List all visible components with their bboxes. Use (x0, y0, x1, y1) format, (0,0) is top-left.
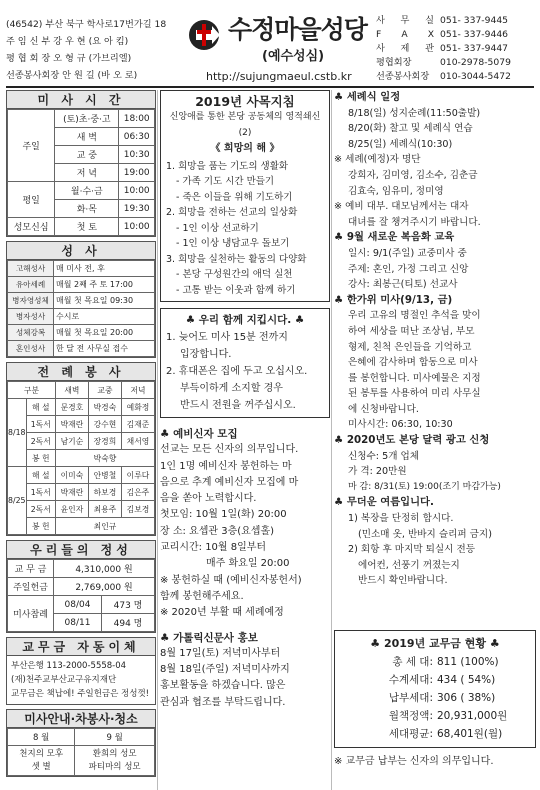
list-item: - 가족 기도 시간 만들기 (176, 176, 275, 187)
contact-row: 평협회장 010-2978-5079 (376, 57, 511, 68)
pastoral-subtitle: 신앙애를 통한 본당 공동체의 영적쇄신(2) (169, 112, 321, 138)
list-item: 1. 희망을 품는 기도의 생활화 (166, 160, 289, 172)
list-item: 부득이하게 소지할 경우 (180, 383, 283, 394)
tithe-note: ※ 교무금 납부는 신자의 의무입니다. (334, 756, 494, 767)
page-subtitle: (예수성심) (262, 49, 325, 64)
contact-row: 선종봉사회장 010-3044-5472 (376, 71, 511, 82)
list-item: - 고통 받는 이웃과 함께 하기 (176, 284, 296, 296)
catechumen-title: ♣ 예비신자 모집 (160, 428, 238, 440)
sacraments-table: 고해성사 매 미사 전, 후 유아세례 매월 2째 주 토 17:00 병자영성체 매월 첫 목요일 09:30 병자성사 수시로 성체강복 매월 첫 목요일 20:00 혼인성사 한 달 전 사무실 접수 (7, 260, 155, 357)
header-divider (6, 86, 534, 88)
page-title: 수정마을성당 (228, 15, 367, 44)
summer-section: ♣ 무더운 여름입니다. 1) 복장을 단정히 합시다. (민소매 옷, 반바지 슬리퍼 금지) 2) 회항 후 마지막 퇴실시 전등 에어컨, 선풍기 꺼졌는지 반드시 확인바랍니다. (334, 496, 492, 587)
catechumen-section: ♣ 예비신자 모집 선교는 모든 신자의 의무입니다. 1인 1명 예비신자 봉헌하는 마 음으로 추계 예비신자 모집에 마 음을 쏟아 노력합시다. 첫모임: 10월 1일(화) 20:00 장 소: 요셉관 3층(요셉홀) 교리시간: 10월 8일부터 매주 화요일 20:00 ※ 봉헌하실 때 (예비신자봉헌서) 함께 봉헌해주세요. ※ 2020년 부활 때 세례예정 (160, 426, 330, 622)
guide-box (6, 709, 156, 777)
address: (46542) 부산 북구 학사로17번가길 18 (6, 19, 167, 30)
evangelization-section: ♣ 9월 새로운 복음화 교육 일시: 9/1(주일) 교중미사 중 주제: 혼인, 가정 그리고 신앙 강사: 최봉근(티토) 선교사 (334, 231, 469, 291)
list-item: 2. 희망을 전하는 선교의 일상화 (166, 207, 298, 218)
list-item: - 본당 구성원간의 애덕 실천 (176, 269, 293, 280)
list-item: 총 세 대: 811 (100%) (392, 656, 499, 668)
contact-row: 사 무 실 051- 337-9445 (376, 15, 509, 26)
contact-row: F A X 051- 337-9446 (376, 29, 509, 40)
left-column (6, 90, 156, 781)
mass-table: 주일 (토)초·중·고 18:00 새 벽 06:30 교 중 10:30 저 녁 19:00 평일 월·수·금 10:00 화·목 19:30 성모신심 첫 토 10:00 (7, 109, 155, 236)
website-url: http://sujungmaeul.cstb.kr (206, 70, 352, 83)
bank-info: 부산은행 113-2000-5558-04 (재)천주교부산교구유지재단 교무금은 책납에! 주일헌금은 정성껏! (11, 661, 150, 699)
pastoral-guideline-box (160, 90, 330, 302)
baptism-section: ♣ 세례식 일정 8/18(일) 성지순례(11:50출발) 8/20(화) 찰고 및 세례식 연습 8/25(일) 세례식(10:30) ※ 세례(예정)자 명단 강희자, 김미영, 김소수, 김춘금 김효숙, 임유미, 정미영 ※ 예비 대부. 대모님께서는 대자 대녀를 잘 챙겨주시기 바랍니다. (334, 91, 481, 228)
offering-title: 우리들의 정성 (7, 541, 155, 559)
mass-times-title: 미 사 시 간 (7, 91, 155, 109)
contact-list (376, 14, 538, 84)
list-item: 납부세대: 306 ( 38%) (388, 692, 496, 704)
liturgy-service-table: 구분 새벽 교중 저녁 8/18 해 설 문경호 박경숙 예화정 1독서 박재란 강수현 김재준 2독서 남기순 장경희 채서영 봉 헌 박숙향 8/25 해 설 이미숙 안병철 이루다 1독서 박재란 하보경 김은주 2독서 윤인자 최용주 김보경 봉 헌 최인규 (7, 381, 155, 535)
list-item: 1. 늦어도 미사 15분 전까지 (166, 332, 288, 343)
church-logo-icon (184, 18, 226, 52)
tithe-status-title: ♣ 2019년 교무금 현황 ♣ (370, 637, 500, 650)
council-president: 평 협 회 장 오 형 규 (가브리엘) (6, 53, 132, 64)
sacraments-title: 성 사 (7, 242, 155, 260)
chuseok-section: ♣ 한가위 미사(9/13, 금) 우리 고유의 명절인 추석을 맞이 하여 세상을 떠난 조상님, 부모 형제, 친척 은인들을 기억하고 은혜에 감사하며 합동으로 미사 를 봉헌합니다. 미사예물은 지정 된 봉투를 사용하여 미리 사무실 에 신청바랍니다. 미사시간: 06:30, 10:30 (334, 293, 481, 431)
sacraments-box (6, 241, 156, 358)
pastoral-theme: 《 희망의 해 》 (210, 143, 280, 154)
column-divider (331, 90, 332, 790)
right-column (334, 90, 536, 589)
list-item: 3. 희망을 실천하는 활동의 다양화 (166, 253, 307, 265)
middle-column (160, 90, 330, 711)
guide-title: 미사안내·차봉사·청소 (7, 710, 155, 728)
header-info (6, 16, 186, 84)
transfer-box (6, 637, 156, 705)
newspaper-section: ♣ 가톨릭신문사 홍보 8월 17일(토) 저녁미사부터 8월 18일(주일) 저녁미사까지 홍보활동을 하겠습니다. 많은 관심과 협조를 부탁드립니다. (160, 630, 330, 711)
list-item: - 1인 이상 선교하기 (176, 222, 259, 234)
rules-box (160, 308, 330, 418)
newspaper-title: ♣ 가톨릭신문사 홍보 (160, 631, 258, 644)
liturgy-service-title: 전 례 봉 사 (7, 363, 155, 381)
list-item: - 1인 이상 냉담교우 돌보기 (176, 238, 290, 249)
funeral-president: 선종봉사회장 안 원 길 (바 오 로) (6, 70, 138, 81)
calendar-ad-section: ♣ 2020년도 본당 달력 광고 신청 신청수: 5개 업체 가 격: 20만원 마 감: 8/31(토) 19:00(조기 마감가능) (334, 434, 501, 492)
guide-table: 8 월 9 월 천지의 모후 셋 별 환희의 성모 파티마의 성모 (7, 728, 155, 776)
column-divider (157, 90, 158, 790)
offering-table: 교 무 금 4,310,000 원 주일헌금 2,769,000 원 미사참례 08/04 473 명 08/11 494 명 (7, 559, 155, 632)
list-item: 월책정액: 20,931,000원 (388, 710, 508, 722)
rules-title: ♣ 우리 함께 지킵시다. ♣ (185, 314, 305, 326)
list-item: 수계세대: 434 ( 54%) (388, 674, 496, 686)
tithe-status-box (334, 630, 536, 748)
pastor: 주 임 신 부 강 우 현 (요 아 킴) (6, 36, 129, 47)
list-item: 2. 휴대폰은 집에 두고 오십시오. (166, 366, 308, 377)
offering-box (6, 540, 156, 633)
list-item: 입장합니다. (180, 349, 232, 360)
list-item: - 죽은 이들을 위해 기도하기 (176, 191, 293, 203)
list-item: 세대평균: 68,401원(월) (388, 728, 503, 740)
list-item: 반드시 전원을 꺼주십시오. (180, 400, 296, 411)
contact-row: 사 제 관 051- 337-9447 (376, 43, 509, 54)
pastoral-title: 2019년 사목지침 (195, 94, 295, 109)
liturgy-service-box (6, 362, 156, 536)
mass-times-box (6, 90, 156, 237)
transfer-title: 교무금 자동이체 (7, 638, 155, 656)
